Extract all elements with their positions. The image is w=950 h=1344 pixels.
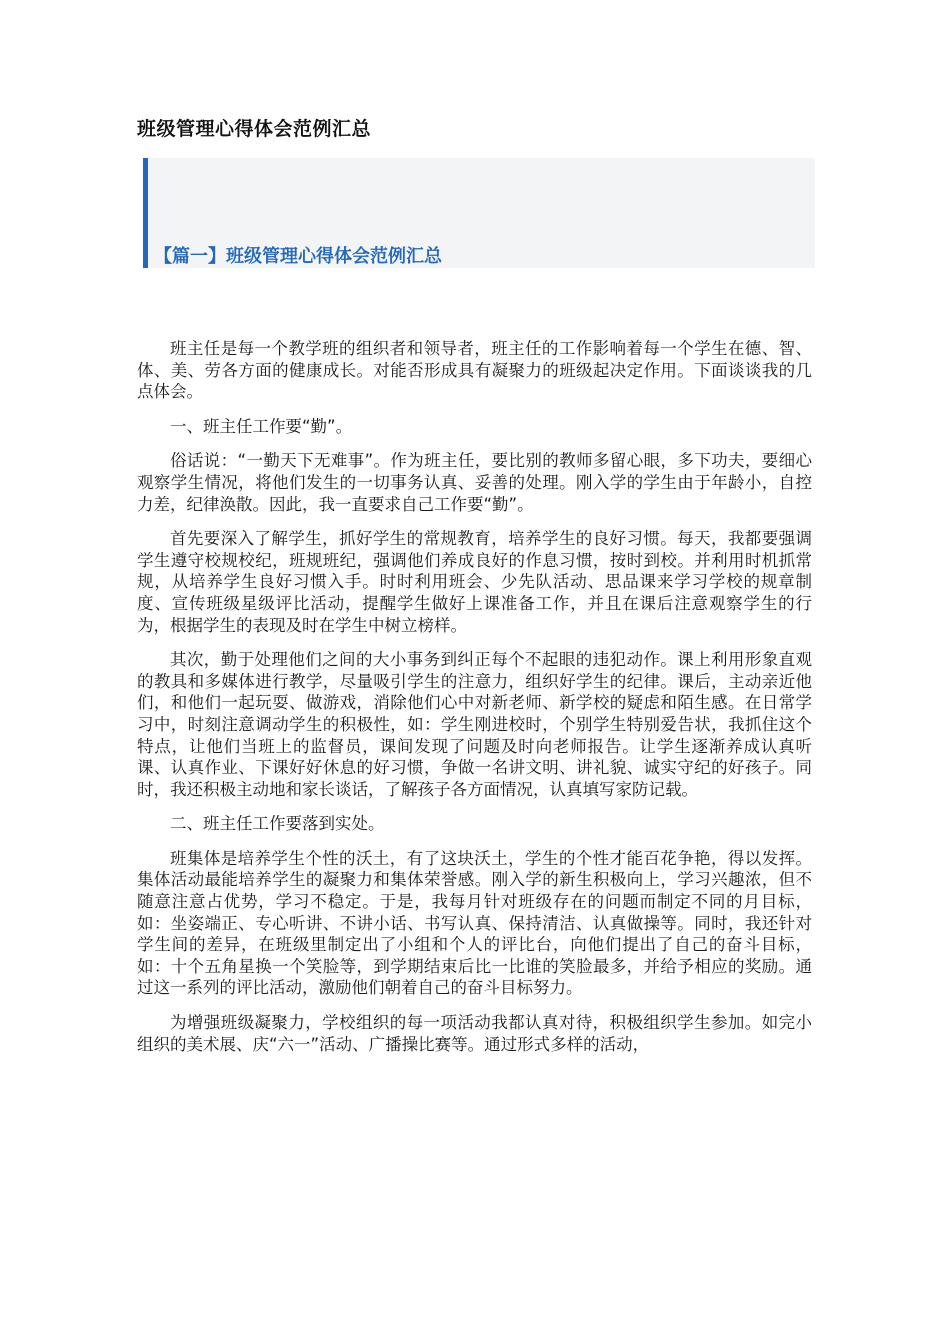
- section-heading: 【篇一】班级管理心得体会范例汇总: [154, 246, 442, 267]
- paragraph-heading-2: 二、班主任工作要落到实处。: [170, 814, 385, 834]
- document-title: 班级管理心得体会范例汇总: [137, 118, 372, 140]
- paragraph-heading-1: 一、班主任工作要“勤”。: [170, 416, 353, 436]
- section-heading-box: [143, 158, 815, 268]
- paragraph: 为增强班级凝聚力，学校组织的每一项活动我都认真对待，积极组织学生参加。如完小组织的美术展、庆“六一”活动、广播操比赛等。通过形式多样的活动，: [137, 1013, 812, 1054]
- paragraph: 其次，勤于处理他们之间的大小事务到纠正每个不起眼的违犯动作。课上利用形象直观的教具和多媒体进行教学，尽量吸引学生的注意力，组织好学生的纪律。课后，主动亲近他们，和他们一起玩耍、做游戏，消除他们心中对新老师、新学校的疑虑和陌生感。在日常学习中，时刻注意调动学生的积极性，如：学生刚进校时，个别学生特别爱告状，我抓住这个特点，让他们当班上的监督员，课间发现了问题及时向老师报告。让学生逐渐养成认真听课、认真作业、下课好好休息的好习惯，争做一名讲文明、讲礼貌、诚实守纪的好孩子。同时，我还积极主动地和家长谈话，了解孩子各方面情况，认真填写家防记载。: [137, 650, 812, 799]
- paragraph-intro: 班主任是每一个教学班的组织者和领导者，班主任的工作影响着每一个学生在德、智、体、美、劳各方面的健康成长。对能否形成具有凝聚力的班级起决定作用。下面谈谈我的几点体会。: [137, 339, 812, 402]
- paragraph: 俗话说：“一勤天下无难事”。作为班主任，要比别的教师多留心眼，多下功夫，要细心观察学生情况，将他们发生的一切事务认真、妥善的处理。刚入学的学生由于年龄小，自控力差，纪律涣散。因此，我一直要求自己工作要“勤”。: [137, 451, 812, 514]
- paragraph: 班集体是培养学生个性的沃土，有了这块沃土，学生的个性才能百花争艳，得以发挥。集体活动最能培养学生的凝聚力和集体荣誉感。刚入学的新生积极向上，学习兴趣浓，但不随意注意占优势，学习不稳定。于是，我每月针对班级存在的问题而制定不同的月目标，如：坐姿端正、专心听讲、不讲小话、书写认真、保持清洁、认真做操等。同时，我还针对学生间的差异，在班级里制定出了小组和个人的评比台，向他们提出了自己的奋斗目标，如：十个五角星换一个笑脸等，到学期结束后比一比谁的笑脸最多，并给予相应的奖励。通过这一系列的评比活动，激励他们朝着自己的奋斗目标努力。: [137, 848, 812, 998]
- document-body: [137, 338, 812, 1068]
- paragraph: 首先要深入了解学生，抓好学生的常规教育，培养学生的良好习惯。每天，我都要强调学生遵守校规校纪，班规班纪，强调他们养成良好的作息习惯，按时到校。并利用时机抓常规，从培养学生良好习惯入手。时时利用班会、少先队活动、思品课来学习学校的规章制度、宣传班级星级评比活动，提醒学生做好上课准备工作，并且在课后注意观察学生的行为，根据学生的表现及时在学生中树立榜样。: [137, 529, 812, 635]
